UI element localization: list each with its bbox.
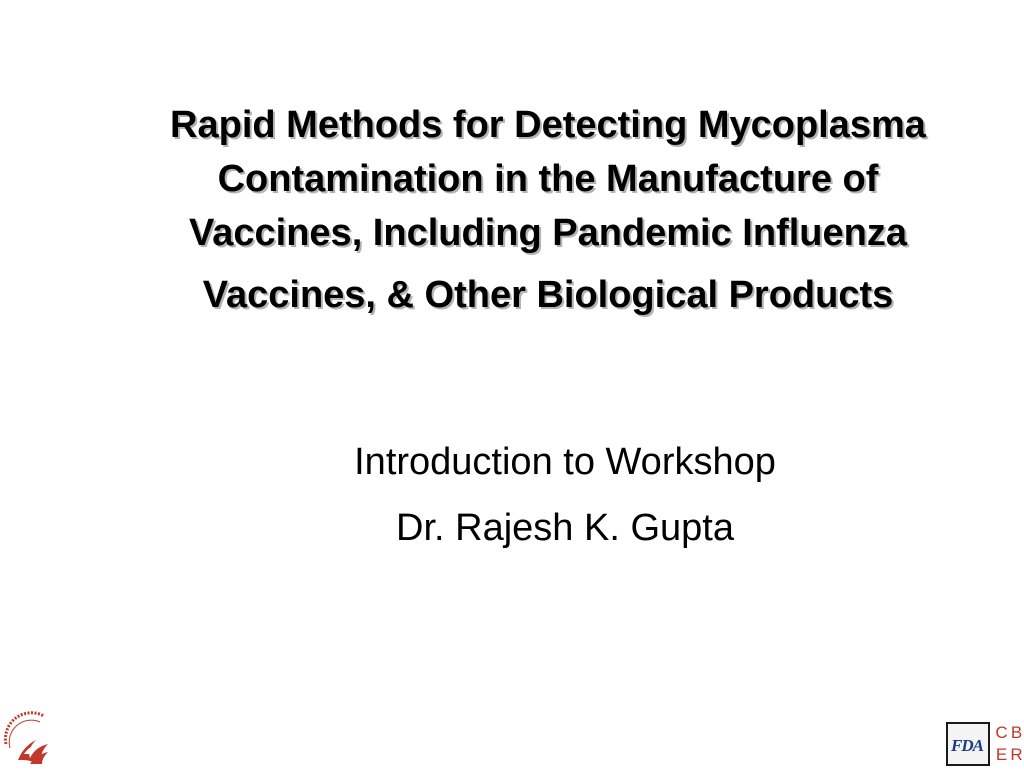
title-line-4: Vaccines, & Other Biological Products — [202, 274, 894, 316]
hhs-seal-graphic — [0, 704, 60, 768]
cber-letter-b: B — [1010, 723, 1023, 742]
fda-cber-logo — [946, 720, 1024, 768]
fda-mark: FDA — [951, 736, 983, 755]
title-line-3: Vaccines, Including Pandemic Influenza — [189, 212, 907, 254]
cber-letter-e: E — [995, 745, 1008, 764]
cber-mark — [994, 722, 1024, 766]
presenter-name: Dr. Rajesh K. Gupta — [396, 507, 734, 549]
title-line-2: Contamination in the Manufacture of — [217, 158, 879, 200]
cber-letter-c: C — [995, 723, 1008, 742]
cber-letter-r: R — [1010, 745, 1023, 764]
title-line-1: Rapid Methods for Detecting Mycoplasma — [170, 104, 926, 146]
slide-subtitle — [200, 436, 930, 554]
fda-icon — [946, 722, 990, 766]
hhs-seal-icon — [0, 704, 60, 768]
workshop-subtitle: Introduction to Workshop — [354, 441, 776, 483]
slide-title — [96, 98, 1000, 322]
